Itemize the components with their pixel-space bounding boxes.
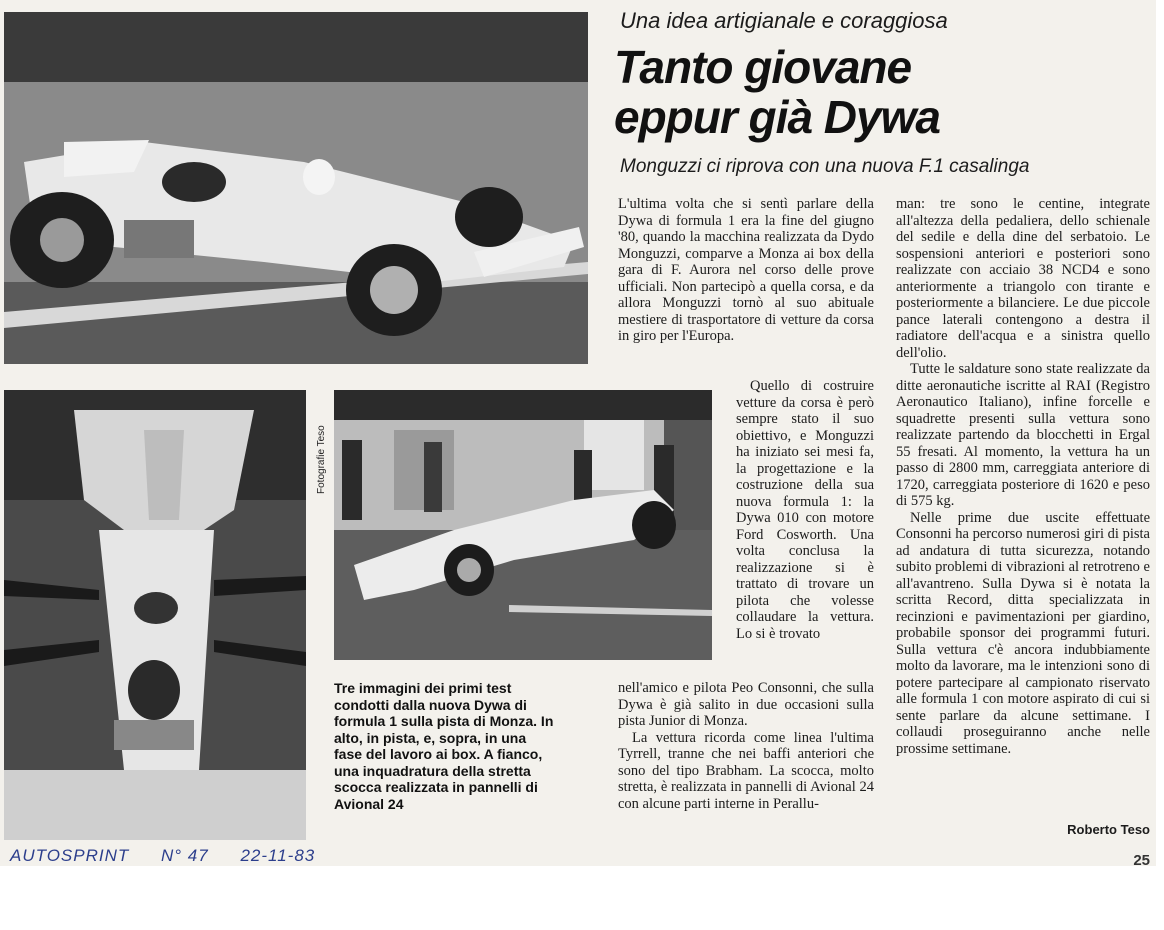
body-paragraph: Quello di costruire vetture da corsa è però sempre stato il suo obiettivo, e Monguzzi ha iniziato sei mesi fa, la progettazione e la costruzione della sua nuova formula 1: la Dywa 010 con motore Ford Cosworth. Una volta conclusa la realizzazione si è trattato di trovare un pilota che volesse collaudare la vettura. Lo si è trovato xyxy=(736,378,874,642)
body-paragraph: La vettura ricorda come linea l'ultima Tyrrell, tranne che nei baffi anteriori che sono del tipo Brabham. La scocca, molto stretta, è realizzata in pannelli di Avional 24 con alcune parti interne in Perallu- xyxy=(618,729,874,812)
photo-monocoque xyxy=(4,390,306,840)
body-paragraph: Tutte le saldature sono state realizzate da ditte aeronautiche iscritte al RAI (Registro Aeronautico Italiano), infine forcelle e squadrette presenti sulla vettura sono realizzate partendo da blocchetti in Ergal 55 fresati. Al momento, la vettura ha un passo di 2800 mm, carreggiata anteriore di 1720, carreggiata posteriore di 1620 e peso di 575 kg. xyxy=(896,361,1150,509)
handwritten-issue: N° 47 xyxy=(161,846,209,865)
article-author: Roberto Teso xyxy=(1067,822,1150,837)
handwritten-date: 22-11-83 xyxy=(240,846,316,865)
headline-line-2: eppur già Dywa xyxy=(614,91,940,143)
body-paragraph: Nelle prime due uscite effettuate Consonni ha percorso numerosi giri di pista ad andatura di tutta sicurezza, notando subito problemi di vibrazioni al retrotreno e all'avantreno. Sulla Dywa si è notata la scritta Record, ditta specializzata in recinzioni e pavimentazioni per giardino, probabile sponsor dei programmi futuri. Sulla vettura c'è ancora indubbiamente molto da lavorare, ma le intenzioni sono di potere partecipare al campionato riservato alle formula 1 con motore aspirato di cui si sente parlare da alcune settimane. I collaudi proseguiranno anche nelle prossime settimane. xyxy=(896,509,1150,757)
page-number: 25 xyxy=(1133,852,1150,869)
article-kicker: Una idea artigianale e coraggiosa xyxy=(620,8,948,33)
handwritten-note xyxy=(10,846,350,872)
handwritten-magazine: AUTOSPRINT xyxy=(10,846,130,865)
body-column-2 xyxy=(896,196,1150,757)
body-paragraph: nell'amico e pilota Peo Consonni, che sulla Dywa è già salito in due occasioni sulla pista Junior di Monza. xyxy=(618,680,874,729)
body-column-1-bottom xyxy=(618,680,874,812)
article-subtitle: Monguzzi ci riprova con una nuova F.1 casalinga xyxy=(620,156,1030,177)
body-paragraph: L'ultima volta che si sentì parlare della Dywa di formula 1 era la fine del giugno '80, quando la macchina realizzata da Dydo Monguzzi, comparve a Monza ai box della gara di F. Aurora nel corso delle prove ufficiali. Non partecipò a quella corsa, e da allora Monguzzi tornò al suo abituale mestiere di trasportatore di vetture da corsa in giro per l'Europa. xyxy=(618,196,874,344)
photo-car-on-track xyxy=(4,12,588,364)
body-column-1-top xyxy=(618,196,874,345)
body-column-1-narrow xyxy=(736,378,874,642)
article-headline xyxy=(614,42,1154,142)
photo-car-in-pits xyxy=(334,390,712,660)
photo-credit: Fotografie Teso xyxy=(316,425,327,495)
photo-caption: Tre immagini dei primi test condotti dalla nuova Dywa di formula 1 sulla pista di Monza. In alto, in pista, e, sopra, in una fase del lavoro ai box. A fianco, una inquadratura della stretta scocca realizzata in pannelli di Avional 24 xyxy=(334,680,554,812)
headline-line-1: Tanto giovane xyxy=(614,41,912,93)
body-paragraph: man: tre sono le centine, integrate all'altezza della pedaliera, dello schienale del sedile e della dine del serbatoio. Le sospensioni anteriori e posteriori sono realizzate con acciaio 38 NCD4 e sono anteriormente a triangolo con tirante e posteriormente a bilanciere. Le due piccole pance laterali contengono a destra il radiatore dell'acqua e a sinistra quello dell'olio. xyxy=(896,196,1150,361)
